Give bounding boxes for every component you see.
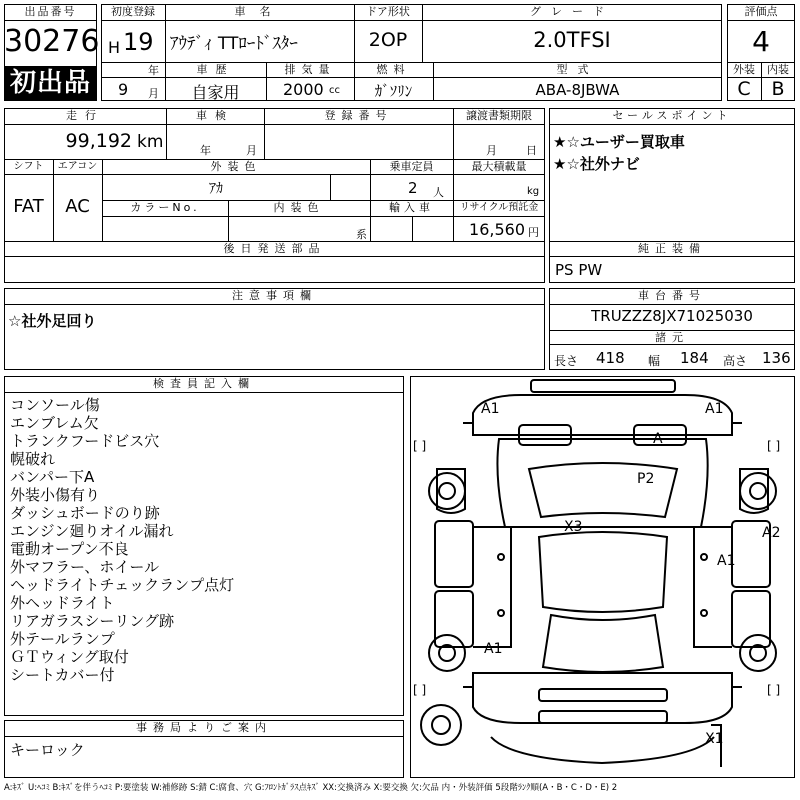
dimensions-label: 諸元 (655, 331, 689, 344)
capacity-label: 乗車定員 (389, 160, 434, 173)
year-unit: 年 (148, 64, 159, 77)
mileage-label: 走行 (66, 109, 104, 122)
exterior-color: ｱｶ (209, 181, 223, 197)
first-listing-badge: 初出品 (5, 66, 96, 100)
inspection-year-unit: 年 (200, 144, 211, 157)
car-name-label: 車名 (234, 5, 285, 18)
history-label: 車歴 (196, 63, 235, 76)
mileage-unit: km (137, 132, 164, 152)
color-number-label: カラーNo. (130, 201, 200, 214)
list-item: バンパー下A (10, 468, 95, 486)
max-load-label: 最大積載量 (471, 160, 527, 173)
score-label: 評価点 (744, 5, 778, 18)
list-item: 外装小傷有り (10, 486, 101, 504)
history: 自家用 (191, 83, 240, 102)
recycle-unit: 円 (528, 226, 539, 239)
recycle-fee: 16,560 (469, 220, 525, 239)
office-label: 事務局よりご案内 (136, 721, 272, 734)
shift-label: シフト (13, 161, 44, 172)
door-label: ドア形状 (366, 5, 410, 18)
mark-a1-top-right: A1 (705, 401, 724, 417)
height-label: 高さ (723, 354, 748, 368)
list-item: エンジン廻りオイル漏れ (10, 522, 174, 540)
list-item: ＧＴウィング取付 (10, 648, 129, 666)
length-label: 長さ (554, 354, 579, 368)
chassis-number: TRUZZZ8JX71025030 (591, 307, 753, 325)
list-item: 幌破れ (10, 450, 56, 468)
inspection-month-unit: 月 (246, 144, 257, 157)
list-item: ダッシュボードのり跡 (10, 504, 160, 522)
shift: FAT (13, 196, 44, 217)
inspector-remarks-list (10, 396, 400, 684)
mark-x1-bottom: X1 (705, 731, 724, 747)
mileage: 99,192 (65, 130, 132, 152)
notes-label: 注意事項欄 (232, 289, 317, 302)
recycle-label: リサイクル預託金 (459, 202, 539, 213)
first-reg-label: 初度登録 (111, 5, 155, 18)
grade: 2.0TFSI (533, 28, 611, 52)
aircon: AC (65, 196, 90, 217)
width: 184 (680, 349, 709, 367)
genuine-equipment: PS PW (555, 261, 603, 279)
lot-number: 30276 (4, 24, 100, 59)
interior-label: 内装 (767, 63, 789, 76)
list-item: 電動オープン不良 (10, 540, 129, 558)
width-label: 幅 (648, 354, 661, 368)
transfer-day-unit: 日 (526, 144, 537, 157)
sales-point-1: ★☆ユーザー買取車 (553, 133, 685, 151)
displacement-unit: cc (329, 85, 340, 96)
mark-a1-left: A1 (484, 641, 503, 657)
fuel: ｶﾞｿﾘﾝ (374, 82, 413, 100)
notes-text: ☆社外足回り (8, 312, 97, 330)
list-item: 外ヘッドライト (10, 594, 115, 612)
displacement-label: 排気量 (284, 63, 336, 76)
sales-point-label: セールスポイント (612, 109, 732, 122)
height: 136 (762, 349, 791, 367)
later-parts-label: 後日発送部品 (223, 242, 326, 255)
transfer-month-unit: 月 (486, 144, 497, 157)
displacement: 2000 (283, 80, 324, 99)
lot-number-label: 出品番号 (24, 5, 77, 18)
bracket-right-bottom: [ ] (767, 683, 781, 697)
aircon-label: エアコン (57, 161, 98, 172)
transfer-deadline-label: 譲渡書類期限 (466, 109, 532, 122)
damage-diagram (410, 376, 795, 778)
grade-label: グレード (530, 5, 614, 18)
interior-color-unit: 系 (356, 228, 367, 241)
car-name: ｱｳﾃﾞｨ TTﾛｰﾄﾞｽﾀｰ (170, 34, 298, 54)
bracket-right-top: [ ] (767, 439, 781, 453)
list-item: 外テールランプ (10, 630, 115, 648)
car-outline (411, 377, 794, 777)
interior-score: B (771, 78, 785, 100)
list-item: シートカバー付 (10, 666, 115, 684)
max-load-unit: kg (527, 186, 540, 197)
capacity-unit: 人 (433, 186, 444, 199)
inspection-label: 車検 (196, 109, 234, 122)
genuine-equipment-label: 純正装備 (638, 242, 706, 255)
exterior-score: C (737, 78, 751, 100)
model-code: ABA-8JBWA (535, 81, 620, 99)
overall-score: 4 (752, 25, 770, 58)
list-item: ヘッドライトチェックランプ点灯 (10, 576, 235, 594)
mark-a1-right: A1 (717, 553, 736, 569)
chassis-label: 車台番号 (638, 289, 706, 302)
era: H (108, 38, 121, 57)
mark-a2-right: A2 (762, 525, 781, 541)
list-item: 外マフラー、ホイール (10, 558, 160, 576)
length: 418 (596, 349, 625, 367)
legend-text: A:ｷｽﾞ U:ﾍｺﾐ B:ｷｽﾞを伴うﾍｺﾐ P:要塗装 W:補修跡 S:錆 C:腐食、穴 G:ﾌﾛﾝﾄｶﾞﾗｽ点ｷｽﾞ XX:交換済み X:要交換 欠:欠品 内・外装評価 5段階ﾗﾝｸ順(A・B・C・D・E) 2 (4, 783, 618, 793)
import-label: 輸入車 (389, 201, 434, 214)
exterior-label: 外装 (733, 63, 755, 76)
list-item: トランクフードビス穴 (10, 432, 160, 450)
interior-color-label: 内装色 (273, 201, 325, 214)
fuel-label: 燃料 (376, 63, 411, 76)
mark-p2: P2 (637, 471, 655, 487)
door-type: 2OP (368, 29, 408, 51)
first-reg-month: 9 (118, 80, 129, 99)
list-item: リアガラスシーリング跡 (10, 612, 175, 630)
mark-x3: X3 (564, 519, 583, 535)
month-unit: 月 (148, 87, 159, 100)
office-text: キーロック (10, 741, 85, 759)
mark-a-top: A (653, 431, 663, 447)
inspector-label: 検査員記入欄 (153, 377, 255, 390)
mark-a1-top-left: A1 (481, 401, 500, 417)
sales-point-2: ★☆社外ナビ (553, 155, 640, 173)
exterior-color-label: 外装色 (210, 160, 262, 173)
bracket-left-bottom: [ ] (413, 683, 427, 697)
list-item: エンブレム欠 (10, 414, 99, 432)
registration-label: 登録番号 (324, 109, 393, 122)
list-item: コンソール傷 (10, 396, 100, 414)
bracket-left-top: [ ] (413, 439, 427, 453)
model-label: 型式 (556, 63, 599, 76)
capacity: 2 (408, 179, 418, 197)
first-reg-year: 19 (123, 28, 154, 56)
